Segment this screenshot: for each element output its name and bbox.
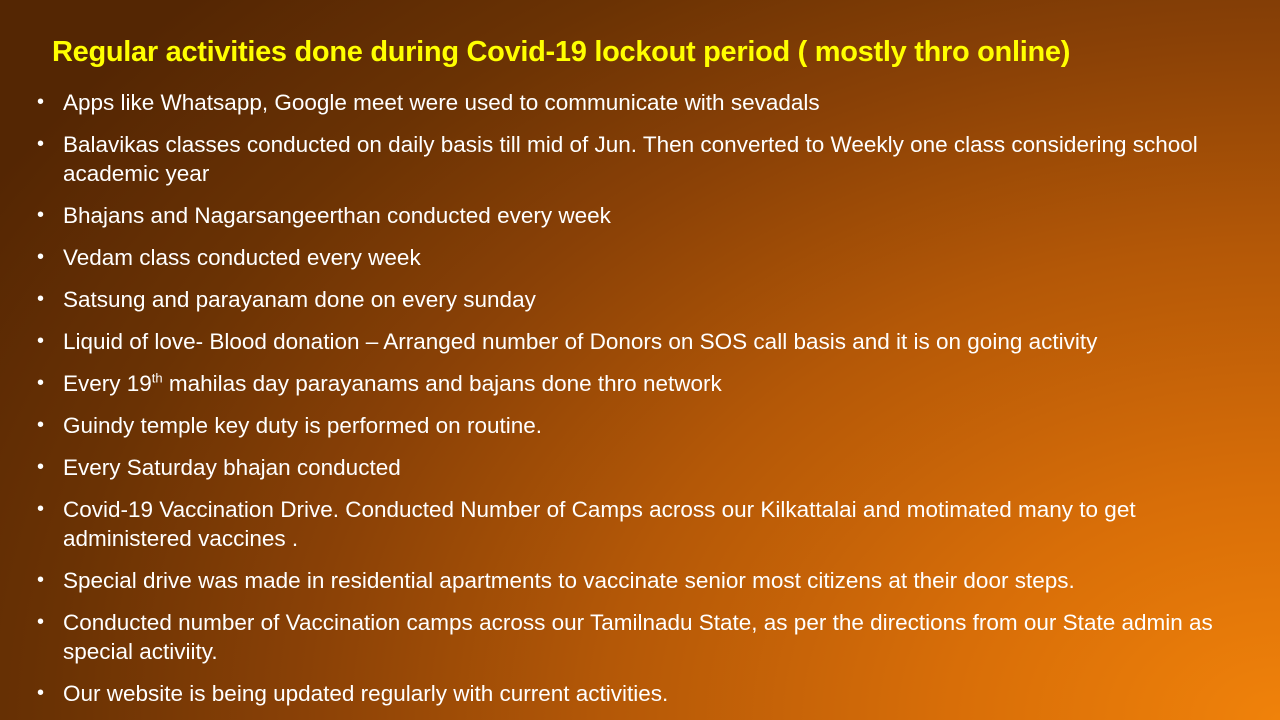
bullet-list bbox=[0, 88, 1270, 720]
list-item bbox=[0, 88, 1270, 117]
list-item-text: Guindy temple key duty is performed on routine. bbox=[63, 413, 542, 438]
list-item-text bbox=[63, 371, 722, 396]
bullet-icon: • bbox=[37, 414, 45, 436]
list-item bbox=[0, 327, 1270, 356]
list-item bbox=[0, 369, 1270, 398]
list-item-text: Conducted number of Vaccination camps across our Tamilnadu State, as per the directions from our State admin as special activiity. bbox=[63, 610, 1213, 664]
list-item bbox=[0, 243, 1270, 272]
slide-title: Regular activities done during Covid-19 lockout period ( mostly thro online) bbox=[52, 36, 1071, 68]
list-item bbox=[0, 566, 1270, 595]
ordinal-suffix: th bbox=[151, 370, 163, 386]
bullet-icon: • bbox=[37, 330, 45, 352]
list-item-text: Special drive was made in residential apartments to vaccinate senior most citizens at their door steps. bbox=[63, 568, 1075, 593]
list-item bbox=[0, 285, 1270, 314]
list-item bbox=[0, 608, 1270, 666]
list-item-text: Every Saturday bhajan conducted bbox=[63, 455, 401, 480]
list-item-text: Balavikas classes conducted on daily basis till mid of Jun. Then converted to Weekly one class considering school academic year bbox=[63, 132, 1198, 186]
bullet-icon: • bbox=[37, 498, 45, 520]
list-item bbox=[0, 201, 1270, 230]
list-item-text: Our website is being updated regularly with current activities. bbox=[63, 681, 669, 706]
bullet-icon: • bbox=[37, 456, 45, 478]
list-item bbox=[0, 411, 1270, 440]
list-item bbox=[0, 453, 1270, 482]
bullet-icon: • bbox=[37, 682, 45, 704]
bullet-icon: • bbox=[37, 372, 45, 394]
list-item-text-post: mahilas day parayanams and bajans done thro network bbox=[162, 371, 722, 396]
list-item-text: Liquid of love- Blood donation – Arranged number of Donors on SOS call basis and it is on going activity bbox=[63, 329, 1098, 354]
bullet-icon: • bbox=[37, 288, 45, 310]
bullet-icon: • bbox=[37, 204, 45, 226]
list-item-text: Bhajans and Nagarsangeerthan conducted every week bbox=[63, 203, 611, 228]
bullet-icon: • bbox=[37, 91, 45, 113]
list-item-text: Satsung and parayanam done on every sunday bbox=[63, 287, 536, 312]
bullet-icon: • bbox=[37, 569, 45, 591]
list-item-text: Vedam class conducted every week bbox=[63, 245, 421, 270]
bullet-icon: • bbox=[37, 611, 45, 633]
list-item bbox=[0, 495, 1270, 553]
bullet-icon: • bbox=[37, 133, 45, 155]
list-item bbox=[0, 679, 1270, 708]
list-item-text: Covid-19 Vaccination Drive. Conducted Number of Camps across our Kilkattalai and motimated many to get administered vaccines . bbox=[63, 497, 1136, 551]
bullet-icon: • bbox=[37, 246, 45, 268]
list-item-text: Apps like Whatsapp, Google meet were used to communicate with sevadals bbox=[63, 90, 820, 115]
list-item-text-pre: Every 19 bbox=[63, 371, 152, 396]
list-item bbox=[0, 130, 1270, 188]
